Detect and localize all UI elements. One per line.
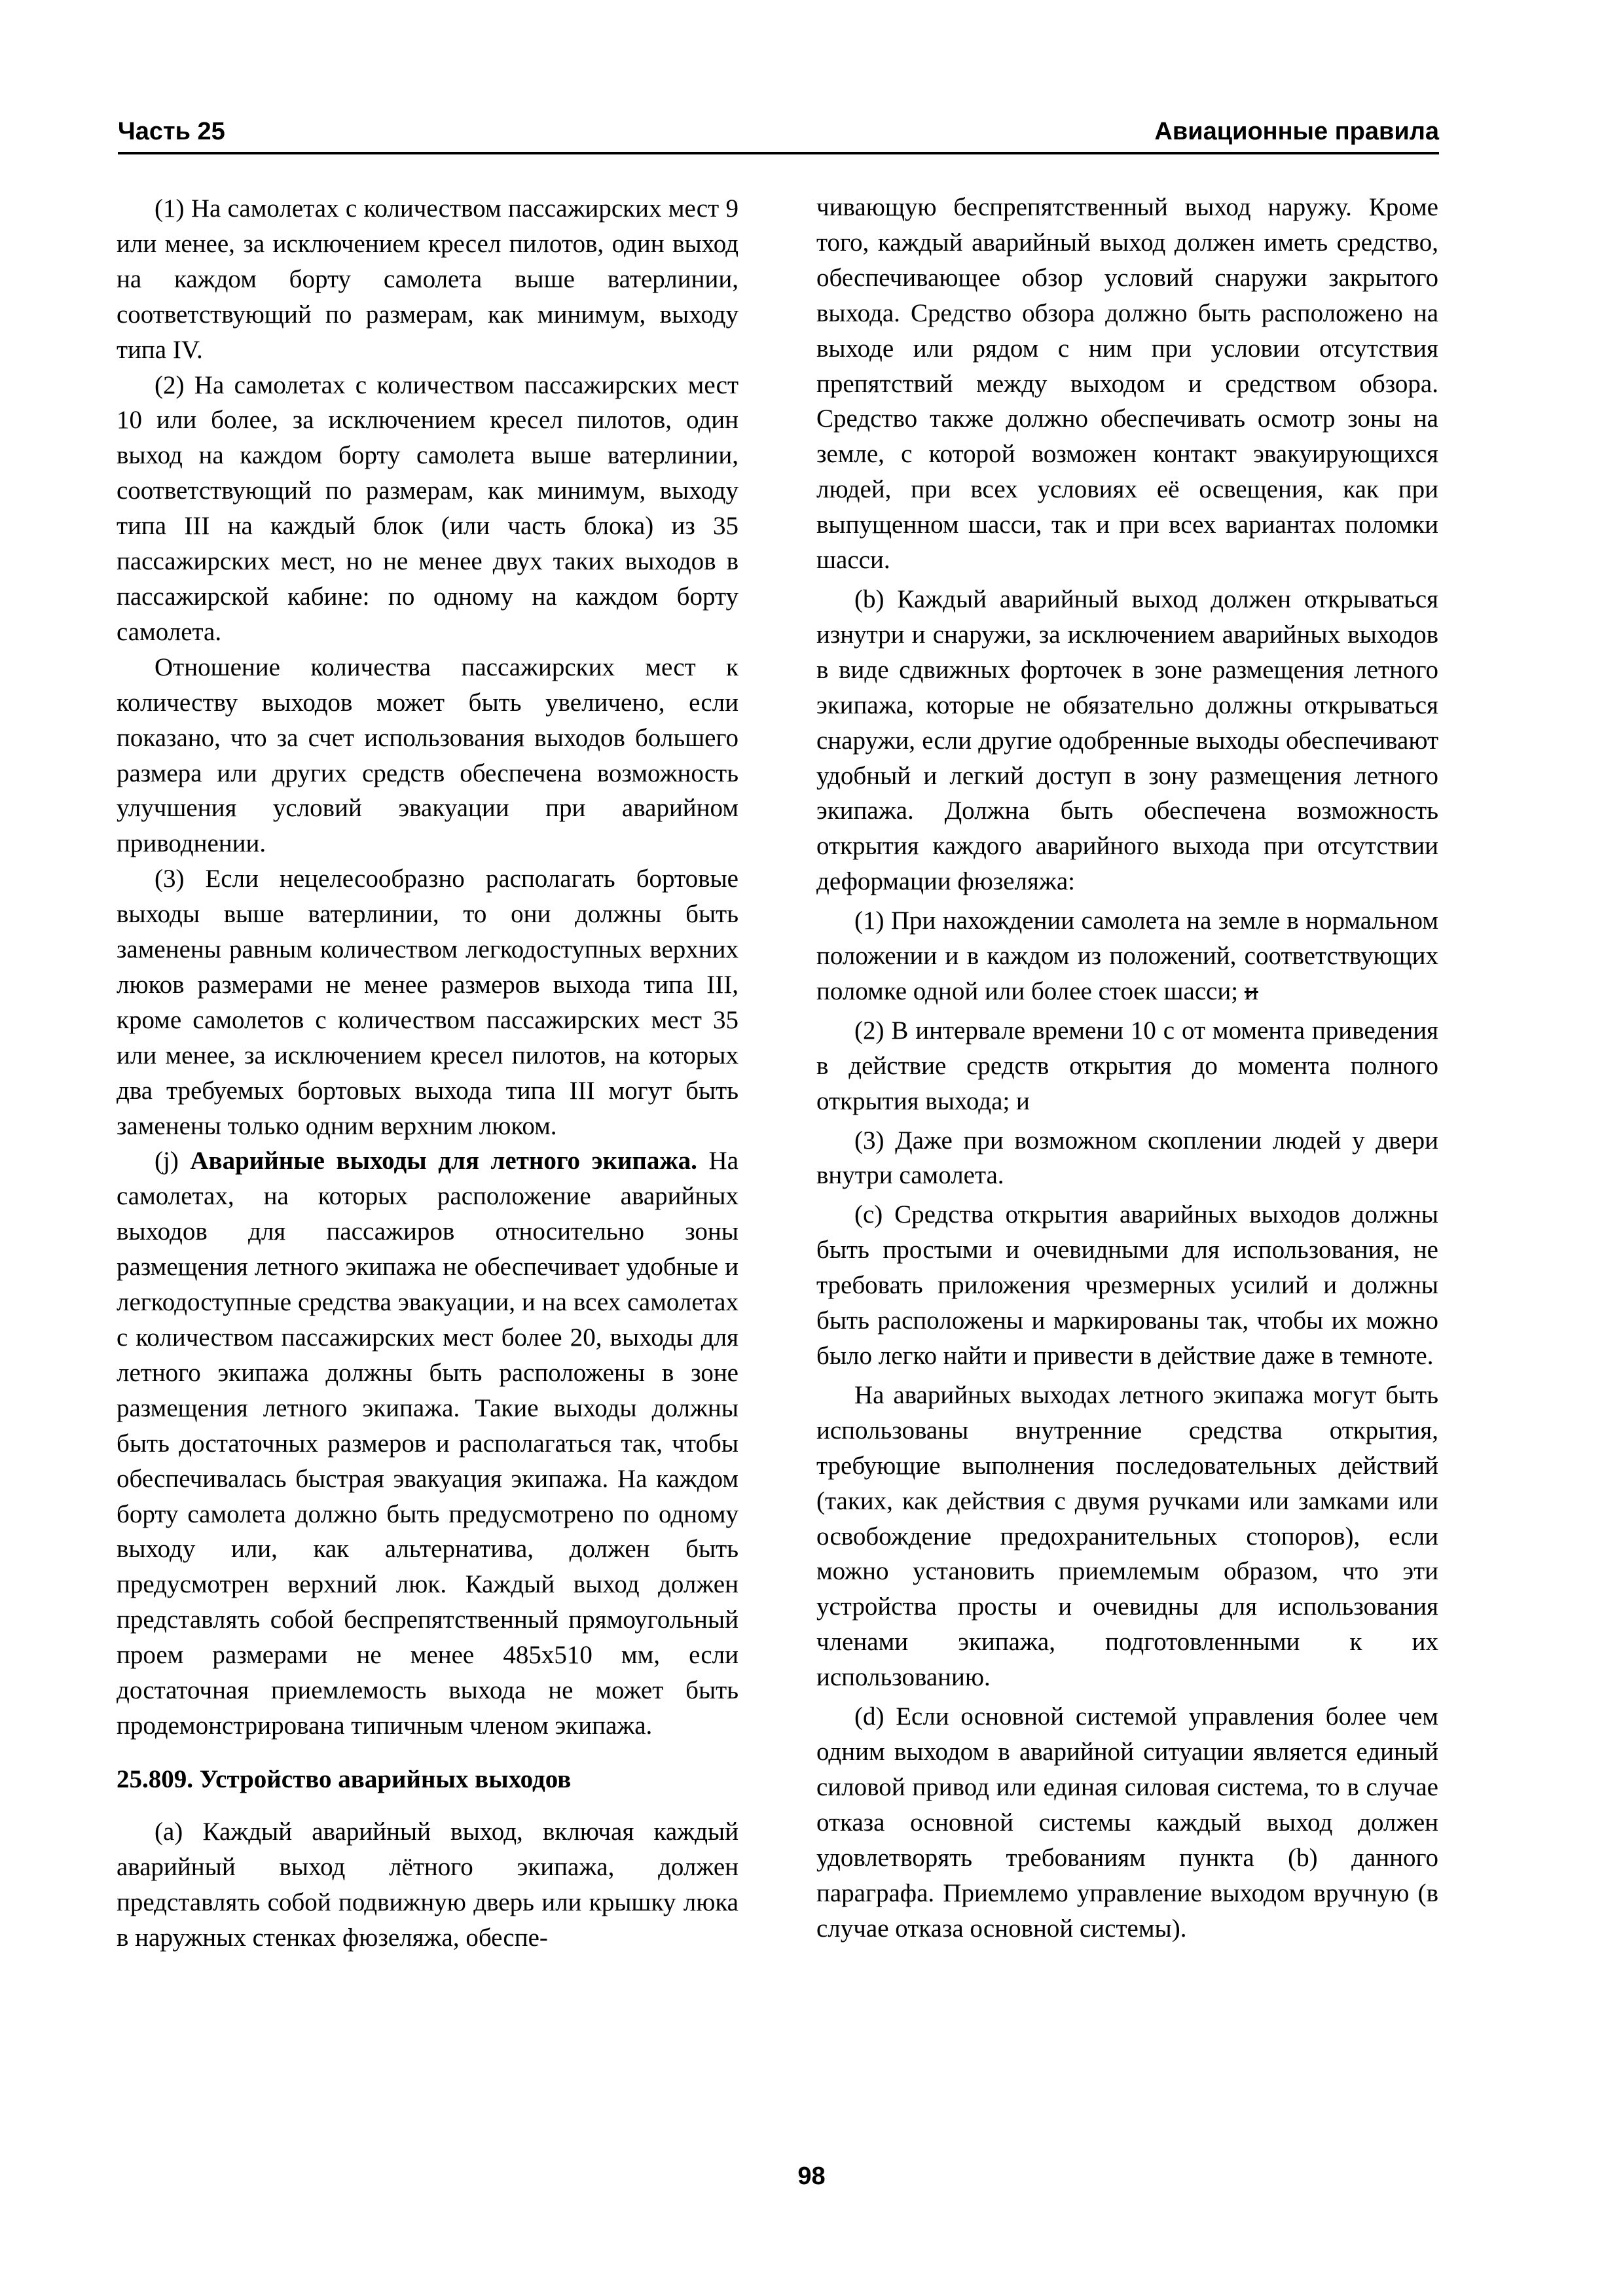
paragraph-j-prefix: (j) <box>155 1147 191 1175</box>
paragraph-2-seats-10-or-more: (2) На самолетах с количеством пассажирских мест 10 или более, за исключением кресел пилотов, один выход на каждом борту самолета выше ватерлинии, соответствующий по размерам, как минимум, выходу типа III на каждый блок (или часть блока) из 35 пассажирских мест, но не менее двух таких выходов в пассажирской кабине: по одному на каждом борту самолета. <box>117 370 739 646</box>
paragraph-a-exit-door: (a) Каждый аварийный выход, включая каждый аварийный выход лётного экипажа, должен представлять собой подвижную дверь или крышку люка в наружных стенках фюзеляжа, обеспе- <box>117 1817 739 1952</box>
paragraph-c-opening-means: (c) Средства открытия аварийных выходов должны быть простыми и очевидными для использования, не требовать приложения чрезмерных усилий и должны быть расположены и маркированы так, чтобы их можно было легко найти и привести в действие даже в темноте. <box>816 1200 1438 1370</box>
paragraph-a-continued: чивающую беспрепятственный выход наружу. Кроме того, каждый аварийный выход должен иметь средство, обеспечивающее обзор условий снаружи закрытого выхода. Средство обзора должно быть расположено на выходе или рядом с ним при условии отсутствия препятствий между выходом и средством обзора. Средство также должно обеспечивать осмотр зоны на земле, с которой возможен контакт эвакуирующихся людей, при всех условиях её освещения, как при выпущенном шасси, так и при всех вариантах поломки шасси. <box>816 193 1438 575</box>
paragraph-b3-crowding: (3) Даже при возможном скоплении людей у двери внутри самолета. <box>816 1126 1438 1190</box>
paragraph-j-body: На самолетах, на которых расположение аварийных выходов для пассажиров относительно зоны размещения летного экипажа не обеспечивает удобные и легкодоступные средства эвакуации, и на всех самолетах с количеством пассажирских мест более 20, выходы для летного экипажа должны быть расположены в зоне размещения летного экипажа. Такие выходы должны быть достаточных размеров и располагаться так, чтобы обеспечивалась быстрая эвакуация экипажа. На каждом борту самолета должно быть предусмотрено по одному выходу или, как альтернатива, должен быть предусмотрен верхний люк. Каждый выход должен представлять собой беспрепятственный прямоугольный проем размерами не менее 485x510 мм, если достаточная приемлемость выхода не может быть продемонстрирована типичным членом экипажа. <box>117 1147 739 1740</box>
page-header <box>118 115 1439 154</box>
left-column <box>117 191 739 1955</box>
paragraph-b-opening: (b) Каждый аварийный выход должен открываться изнутри и снаружи, за исключением аварийных выходов в виде сдвижных форточек в зоне размещения летного экипажа, которые не обязательно должны открываться снаружи, если другие одобренные выходы обеспечивают удобный и легкий доступ в зону размещения летного экипажа. Должна быть обеспечена возможность открытия каждого аварийного выхода при отсутствии деформации фюзеляжа: <box>816 584 1438 896</box>
paragraph-crew-exit-internal-means: На аварийных выходах летного экипажа могут быть использованы внутренние средства открытия, требующие выполнения последовательных действий (таких, как действия с двумя ручками или замками или освобождение предохранительных стопоров), если можно установить приемлемым образом, что эти устройства просты и очевидны для использования членами экипажа, подготовленными к их использованию. <box>816 1380 1438 1692</box>
paragraph-j-flight-crew-exits <box>117 1143 739 1743</box>
paragraph-b2-time-interval: (2) В интервале времени 10 с от момента приведения в действие средств открытия до момента полного открытия выхода; и <box>816 1016 1438 1115</box>
paragraph-3-overhead-hatches: (3) Если нецелесообразно располагать бортовые выходы выше ватерлинии, то они должны быть заменены равным количеством легкодоступных верхних люков размерами не менее размеров выхода типа III, кроме самолетов с количеством пассажирских мест 35 или менее, за исключением кресел пилотов, на которых два требуемых бортовых выхода типа III могут быть заменены только одним верхним люком. <box>117 865 739 1140</box>
header-document-title: Авиационные правила <box>1154 118 1439 145</box>
paragraph-j-title: Аварийные выходы для летного экипажа. <box>190 1147 697 1175</box>
paragraph-exit-ratio: Отношение количества пассажирских мест к количеству выходов может быть увеличено, если показано, что за счет использования выходов большего размера или других средств обеспечена возможность улучшения условий эвакуации при аварийном приводнении. <box>117 653 739 858</box>
paragraph-b1-on-ground <box>816 903 1438 1009</box>
header-part-label: Часть 25 <box>118 118 225 145</box>
paragraph-1-seats-9-or-less: (1) На самолетах с количеством пассажирских мест 9 или менее, за исключением кресел пилотов, один выход на каждом борту самолета выше ватерлинии, соответствующий по размерам, как минимум, выходу типа IV. <box>117 194 739 364</box>
section-heading-25-809: 25.809. Устройство аварийных выходов <box>117 1765 572 1793</box>
page-number: 98 <box>797 2162 826 2190</box>
right-column <box>816 190 1438 1946</box>
paragraph-b1-struck-word: и <box>1244 977 1258 1005</box>
paragraph-b1-text: (1) При нахождении самолета на земле в нормальном положении и в каждом из положений, соответствующих поломке одной или более стоек шасси; <box>816 906 1438 1005</box>
paragraph-d-power-system: (d) Если основной системой управления более чем одним выходом в аварийной ситуации является единый силовой привод или единая силовая система, то в случае отказа основной системы каждый выход должен удовлетворять требованиям пункта (b) данного параграфа. Приемлемо управление выходом вручную (в случае отказа основной системы). <box>816 1702 1438 1943</box>
